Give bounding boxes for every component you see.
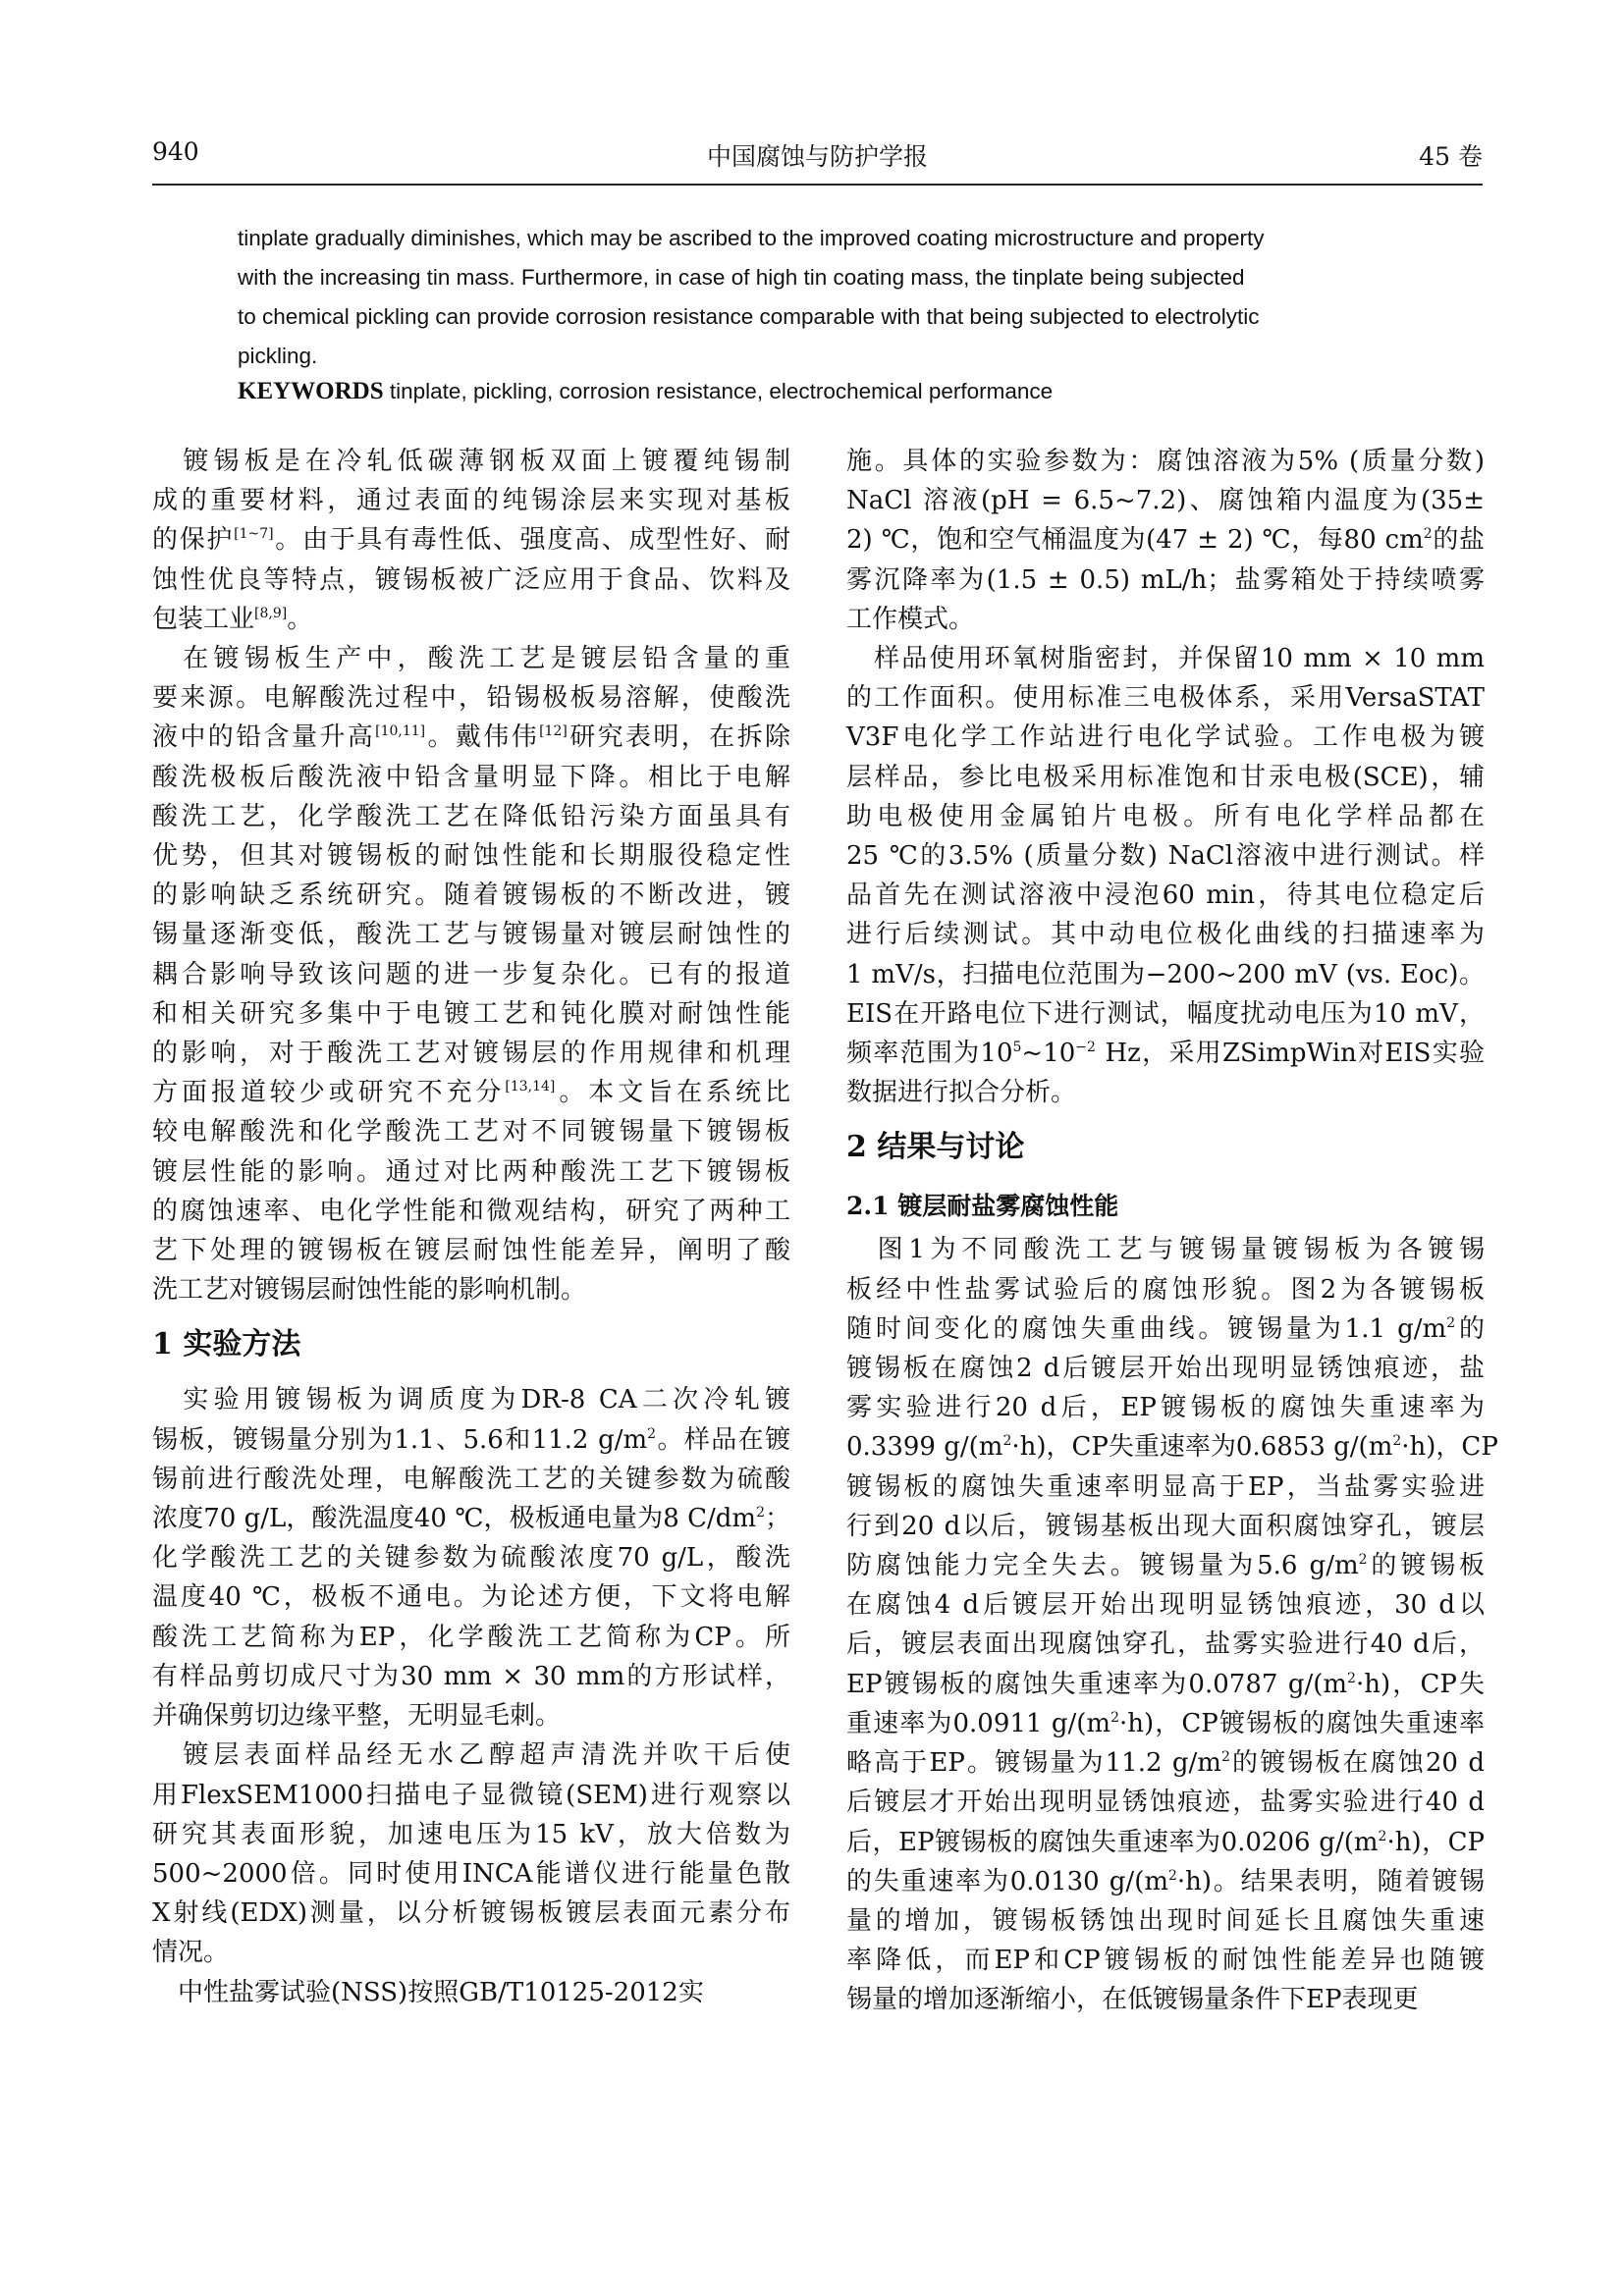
text-line: 的工作面积。使用标准三电极体系，采用VersaSTAT — [846, 683, 1485, 714]
abstract-line: pickling. — [238, 344, 318, 368]
text-line: 板经中性盐雾试验后的腐蚀形貌。图2为各镀锡板 — [846, 1274, 1485, 1305]
superscript: 2 — [1168, 1867, 1177, 1884]
subsection-heading: 2.1 镀层耐盐雾腐蚀性能 — [846, 1192, 1119, 1221]
text-line: 后，镀层表面出现腐蚀穿孔，盐雾实验进行40 d后， — [846, 1629, 1485, 1660]
abstract-line: to chemical pickling can provide corrosion resistance comparable with that being subjected to electrolytic — [238, 304, 1260, 329]
page-number: 940 — [152, 137, 199, 166]
line-segment: 液中的铅含量升高 — [152, 722, 376, 753]
line-segment: ·h)，CP镀锡板的腐蚀失重速率 — [1118, 1708, 1485, 1738]
keywords-text: tinplate, pickling, corrosion resistance, electrochemical performance — [383, 379, 1054, 403]
text-line: 率降低，而EP和CP镀锡板的耐蚀性能差异也随镀 — [846, 1946, 1485, 1976]
superscript: 2 — [1358, 1552, 1368, 1569]
text-line — [846, 1427, 1498, 1467]
text-line — [846, 1665, 1485, 1704]
paragraph — [152, 639, 790, 1309]
text-line: 蚀性优良等特点，镀锡板被广泛应用于食品、饮料及 — [152, 564, 790, 595]
text-line: 镀层表面样品经无水乙醇超声清洗并吹干后使 — [152, 1740, 790, 1771]
superscript: 2 — [1347, 1670, 1356, 1686]
text-line — [846, 1546, 1485, 1585]
line-segment: 包装工业 — [152, 604, 255, 634]
text-line: 行到20 d以后，镀锡基板出现大面积腐蚀穿孔，镀层 — [846, 1511, 1485, 1541]
line-segment: 的盐 — [1432, 525, 1485, 556]
abstract-line: with the increasing tin mass. Furthermore, in case of high tin coating mass, the tinplate being subjected — [238, 265, 1245, 290]
line-segment: 频率范围为10 — [846, 1039, 1013, 1069]
line-segment: 的镀锡板 — [1367, 1551, 1485, 1581]
text-line: 数据进行拟合分析。 — [846, 1078, 1077, 1108]
text-line: 化学酸洗工艺的关键参数为硫酸浓度70 g/L，酸洗 — [152, 1543, 790, 1574]
paragraph — [152, 1380, 790, 1735]
text-line: 品首先在测试溶液中浸泡60 min，待其电位稳定后 — [846, 881, 1485, 911]
text-line: V3F电化学工作站进行电化学试验。工作电极为镀 — [846, 722, 1485, 753]
paragraph — [152, 442, 790, 639]
line-segment: 的失重速率为0.0130 g/(m — [846, 1866, 1168, 1896]
text-line: 酸洗工艺简称为EP，化学酸洗工艺简称为CP。所 — [152, 1622, 790, 1652]
header-divider — [152, 184, 1483, 186]
line-segment: EP镀锡板的腐蚀失重速率为0.0787 g/(m — [846, 1669, 1348, 1699]
text-line: 量的增加，镀锡板锈蚀出现时间延长且腐蚀失重速 — [846, 1905, 1485, 1936]
text-line: 25 ℃的3.5% (质量分数) NaCl溶液中进行测试。样 — [846, 841, 1485, 872]
text-line: 优势，但其对镀锡板的耐蚀性能和长期服役稳定性 — [152, 841, 790, 872]
left-column — [152, 442, 790, 2012]
section-heading: 1 实验方法 — [152, 1327, 301, 1362]
line-segment: 。本文旨在系统比 — [555, 1078, 790, 1108]
text-line: 艺下处理的镀锡板在镀层耐蚀性能差异，阐明了酸 — [152, 1236, 790, 1266]
superscript: 2 — [1392, 1433, 1402, 1450]
running-header — [152, 137, 1483, 185]
line-segment: 方面报道较少或研究不充分 — [152, 1078, 506, 1108]
text-line: 层样品，参比电极采用标准饱和甘汞电极(SCE)，辅 — [846, 762, 1485, 792]
superscript: 2 — [1002, 1433, 1012, 1450]
paragraph — [846, 639, 1485, 1112]
text-line: 500~2000倍。同时使用INCA能谱仪进行能量色散 — [152, 1858, 790, 1889]
line-segment: 重速率为0.0911 g/(m — [846, 1708, 1111, 1738]
text-line — [152, 1073, 790, 1112]
text-line — [152, 1499, 790, 1538]
volume-label: 45 卷 — [1419, 142, 1483, 171]
line-segment: ~10 — [1021, 1039, 1076, 1069]
text-line: 样品使用环氧树脂密封，并保留10 mm × 10 mm — [846, 644, 1485, 674]
line-segment: 。 — [287, 604, 313, 634]
superscript: [8,9] — [254, 605, 288, 621]
text-line: X射线(EDX)测量，以分析镀锡板镀层表面元素分布 — [152, 1898, 790, 1929]
text-line — [152, 718, 790, 757]
superscript: [10,11] — [375, 723, 426, 740]
text-line: 后镀层才开始出现明显锈蚀痕迹，盐雾实验进行40 d — [846, 1788, 1485, 1818]
text-line: 1 mV/s，扫描电位范围为−200~200 mV (vs. Eoc)。 — [846, 959, 1485, 989]
superscript: 2 — [1220, 1749, 1230, 1766]
text-line: 在镀锡板生产中，酸洗工艺是镀层铅含量的重 — [152, 644, 790, 674]
text-line: 锡量逐渐变低，酸洗工艺与镀锡量对镀层耐蚀性的 — [152, 920, 790, 950]
superscript: 5 — [1012, 1040, 1022, 1056]
line-segment: 研究表明，在拆除 — [567, 722, 790, 753]
line-segment: 。样品在镀 — [656, 1424, 790, 1455]
line-segment: 。戴伟伟 — [425, 722, 540, 753]
line-segment: ·h)，CP — [1401, 1432, 1498, 1463]
superscript: 2 — [1446, 1314, 1456, 1331]
superscript: 2 — [1378, 1828, 1387, 1844]
superscript: 2 — [1423, 526, 1433, 543]
line-segment: ·h)，CP — [1386, 1827, 1485, 1857]
text-line: 的影响，对于酸洗工艺对镀锡层的作用规律和机理 — [152, 1039, 790, 1069]
text-line: 镀层性能的影响。通过对比两种酸洗工艺下镀锡板 — [152, 1156, 790, 1187]
superscript: 2 — [1110, 1709, 1119, 1726]
text-line: 助电极使用金属铂片电极。所有电化学样品都在 — [846, 801, 1485, 831]
line-segment: 略高于EP。镀锡量为11.2 g/m — [846, 1748, 1221, 1779]
text-line — [846, 1309, 1485, 1349]
text-line — [846, 1823, 1485, 1862]
superscript: 2 — [756, 1505, 765, 1522]
superscript: [12] — [539, 723, 568, 740]
text-line: 的腐蚀速率、电化学性能和微观结构，研究了两种工 — [152, 1196, 790, 1226]
text-line: 施。具体的实验参数为：腐蚀溶液为5% (质量分数) — [846, 447, 1485, 476]
text-line: 锡前进行酸洗处理，电解酸洗工艺的关键参数为硫酸 — [152, 1464, 790, 1494]
line-segment: ； — [764, 1504, 790, 1534]
text-line: 并确保剪切边缘平整，无明显毛刺。 — [152, 1701, 562, 1732]
line-segment: 2) ℃，饱和空气桶温度为(47 ± 2) ℃，每80 cm — [846, 525, 1424, 556]
superscript: [13,14] — [505, 1079, 556, 1095]
text-line: 镀锡板的腐蚀失重速率明显高于EP，当盐雾实验进 — [846, 1471, 1485, 1502]
superscript: 2 — [647, 1425, 657, 1442]
text-line: 酸洗极板后酸洗液中铅含量明显下降。相比于电解 — [152, 762, 790, 792]
line-segment: 0.3399 g/(m — [846, 1432, 1003, 1463]
text-line: 实验用镀锡板为调质度为DR-8 CA二次冷轧镀 — [152, 1385, 790, 1415]
text-line: 和相关研究多集中于电镀工艺和钝化膜对耐蚀性能 — [152, 998, 790, 1029]
text-line: 进行后续测试。其中动电位极化曲线的扫描速率为 — [846, 920, 1485, 950]
section-heading: 2 结果与讨论 — [846, 1130, 1025, 1165]
journal-title: 中国腐蚀与防护学报 — [706, 142, 928, 171]
paragraph — [152, 1973, 790, 2012]
text-line: 情况。 — [152, 1938, 230, 1968]
text-line: 用FlexSEM1000扫描电子显微镜(SEM)进行观察以 — [152, 1780, 790, 1810]
text-line: 工作模式。 — [846, 604, 975, 634]
paragraph — [152, 1735, 790, 1972]
superscript: −2 — [1075, 1040, 1096, 1056]
paragraph — [846, 1230, 1498, 2019]
text-line — [846, 1743, 1485, 1783]
abstract-english — [238, 219, 1396, 376]
text-line — [846, 520, 1485, 560]
right-column — [846, 442, 1498, 2020]
text-line: EIS在开路电位下进行测试，幅度扰动电压为10 mV， — [846, 998, 1485, 1029]
line-segment: ·h)，CP失 — [1355, 1669, 1485, 1699]
text-line: 镀锡板在腐蚀2 d后镀层开始出现明显锈蚀痕迹，盐 — [846, 1354, 1485, 1384]
text-line: 成的重要材料，通过表面的纯锡涂层来实现对基板 — [152, 486, 790, 516]
text-line — [846, 1862, 1485, 1901]
text-line — [846, 1704, 1485, 1743]
text-line — [152, 520, 790, 560]
line-segment: ·h)。结果表明，随着镀锡 — [1176, 1866, 1485, 1896]
line-segment: 的镀锡板在腐蚀20 d — [1229, 1748, 1485, 1779]
text-line — [152, 600, 790, 639]
line-segment: 的 — [1455, 1313, 1485, 1344]
text-line: 的影响缺乏系统研究。随着镀锡板的不断改进，镀 — [152, 881, 790, 911]
text-line: 温度40 ℃，极板不通电。为论述方便，下文将电解 — [152, 1582, 790, 1613]
text-line: 雾实验进行20 d后，EP镀锡板的腐蚀失重速率为 — [846, 1393, 1485, 1423]
line-segment: 的保护 — [152, 525, 235, 556]
line-segment: Hz，采用ZSimpWin对EIS实验 — [1095, 1039, 1485, 1069]
text-line: NaCl 溶液(pH = 6.5~7.2)、腐蚀箱内温度为(35± — [846, 486, 1485, 516]
abstract-line: tinplate gradually diminishes, which may be ascribed to the improved coating microstructure and property — [238, 226, 1265, 250]
text-line — [152, 1420, 790, 1460]
line-segment: 锡板，镀锡量分别为1.1、5.6和11.2 g/m — [152, 1424, 648, 1455]
superscript: [1~7] — [234, 526, 274, 543]
line-segment: 随时间变化的腐蚀失重曲线。镀锡量为1.1 g/m — [846, 1313, 1447, 1344]
text-line: 较电解酸洗和化学酸洗工艺对不同镀锡量下镀锡板 — [152, 1117, 790, 1148]
keywords — [238, 378, 1416, 405]
text-line: 锡量的增加逐渐缩小，在低镀锡量条件下EP表现更 — [846, 1985, 1419, 2015]
text-line: 中性盐雾试验(NSS)按照GB/T10125-2012实 — [152, 1977, 704, 2007]
text-line: 图1为不同酸洗工艺与镀锡量镀锡板为各镀锡 — [846, 1235, 1485, 1265]
text-line: 有样品剪切成尺寸为30 mm × 30 mm的方形试样， — [152, 1661, 790, 1691]
keywords-label: KEYWORDS — [238, 378, 384, 404]
line-segment: 浓度70 g/L，酸洗温度40 ℃，极板通电量为8 C/dm — [152, 1504, 757, 1534]
text-line: 雾沉降率为(1.5 ± 0.5) mL/h；盐雾箱处于持续喷雾 — [846, 564, 1485, 595]
text-line: 镀锡板是在冷轧低碳薄钢板双面上镀覆纯锡制 — [152, 447, 790, 476]
line-segment: 防腐蚀能力完全失去。镀锡量为5.6 g/m — [846, 1551, 1359, 1581]
text-line: 酸洗工艺，化学酸洗工艺在降低铅污染方面虽具有 — [152, 801, 790, 831]
line-segment: 。由于具有毒性低、强度高、成型性好、耐 — [273, 525, 790, 556]
text-line: 洗工艺对镀锡层耐蚀性能的影响机制。 — [152, 1275, 587, 1306]
text-line: 耦合影响导致该问题的进一步复杂化。已有的报道 — [152, 959, 790, 989]
paragraph — [846, 442, 1485, 639]
line-segment: 后，EP镀锡板的腐蚀失重速率为0.0206 g/(m — [846, 1827, 1379, 1857]
text-line: 在腐蚀4 d后镀层开始出现明显锈蚀痕迹，30 d以 — [846, 1590, 1485, 1621]
text-line: 研究其表面形貌，加速电压为15 kV，放大倍数为 — [152, 1819, 790, 1849]
text-line: 要来源。电解酸洗过程中，铅锡极板易溶解，使酸洗 — [152, 683, 790, 714]
line-segment: ·h)，CP失重速率为0.6853 g/(m — [1011, 1432, 1393, 1463]
text-line — [846, 1034, 1485, 1073]
